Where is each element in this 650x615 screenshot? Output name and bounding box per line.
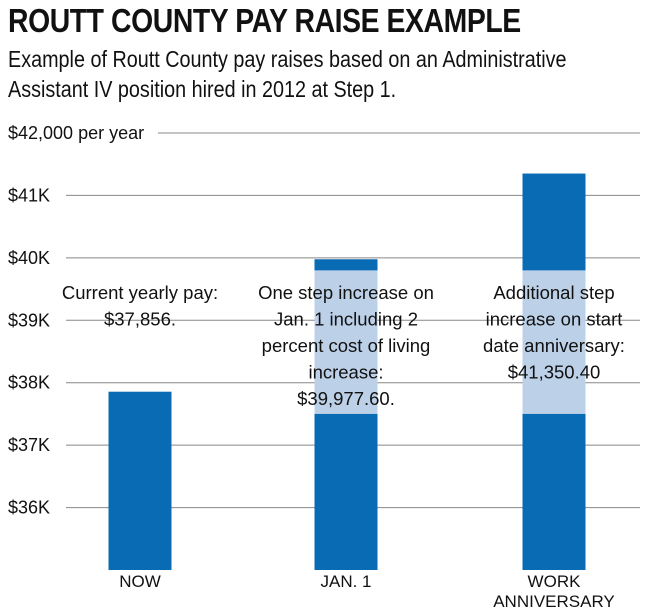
y-tick-label: $41K [8, 185, 51, 206]
annotation-3-line: date anniversary: [483, 335, 625, 356]
y-tick-label: $40K [8, 247, 51, 268]
x-category-label: JAN. 1 [320, 572, 372, 591]
annotation-3-line: Additional step [493, 282, 615, 303]
y-tick-label: $42,000 per year [8, 123, 145, 143]
annotation-2-line: $39,977.60. [297, 388, 395, 409]
x-category-label: NOW [119, 572, 161, 591]
subtitle-line-2: Assistant IV position hired in 2012 at Step 1. [8, 76, 397, 102]
annotation-2-line: percent cost of living [261, 335, 431, 356]
x-category-label: WORK [527, 572, 581, 591]
annotation-1-line: Current yearly pay: [61, 282, 219, 303]
y-tick-label: $37K [8, 435, 51, 456]
y-tick-label: $36K [8, 497, 51, 518]
annotation-2-line: increase: [308, 361, 384, 383]
annotation-3-line: $41,350.40 [507, 361, 601, 383]
y-tick-label: $38K [8, 372, 51, 393]
annotation-3-line: increase on start [485, 308, 623, 330]
annotation-1-line: $37,856. [103, 308, 177, 330]
y-tick-label: $39K [8, 310, 51, 331]
x-category-label: ANNIVERSARY [493, 592, 615, 611]
annotation-2-line: Jan. 1 including 2 [274, 308, 418, 330]
annotation-2-line: One step increase on [258, 282, 434, 303]
chart-title: ROUTT COUNTY PAY RAISE EXAMPLE [8, 2, 521, 39]
bar-1 [109, 392, 172, 570]
subtitle-line-1: Example of Routt County pay raises based on an Administrative [8, 46, 567, 72]
